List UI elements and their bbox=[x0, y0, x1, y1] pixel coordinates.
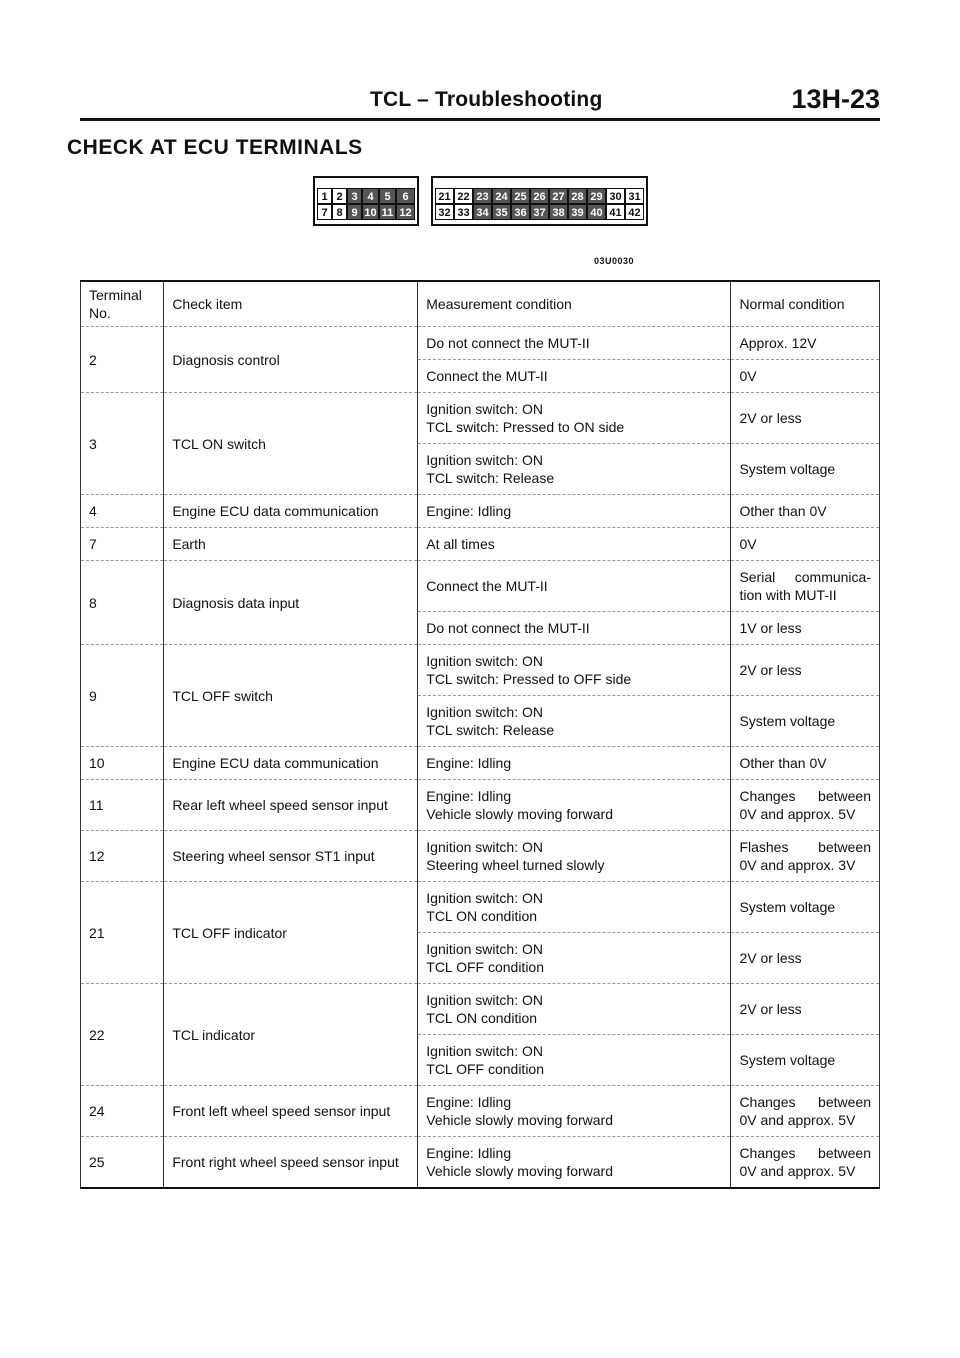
connector-pin: 39 bbox=[568, 204, 587, 220]
measurement-condition bbox=[418, 780, 731, 831]
table-header-row bbox=[81, 281, 880, 327]
page-number: 13H-23 bbox=[791, 84, 880, 114]
measurement-condition bbox=[418, 933, 731, 984]
measurement-condition bbox=[418, 393, 731, 444]
measurement-line: Do not connect the MUT-II bbox=[426, 620, 590, 636]
connector-pin: 41 bbox=[606, 204, 625, 220]
measurement-condition bbox=[418, 747, 731, 780]
normal-line: 0V and approx. 5V bbox=[739, 1163, 856, 1179]
measurement-condition bbox=[418, 696, 731, 747]
measurement-line: Vehicle slowly moving forward bbox=[426, 1163, 614, 1179]
normal-condition bbox=[731, 1086, 880, 1137]
normal-line: Flashes between bbox=[739, 839, 871, 855]
measurement-line: Ignition switch: ON bbox=[426, 401, 543, 417]
terminal-number: 24 bbox=[81, 1086, 164, 1137]
connector-pin: 42 bbox=[625, 204, 644, 220]
normal-condition bbox=[731, 1137, 880, 1189]
connector-pin: 29 bbox=[587, 188, 606, 204]
section-title: CHECK AT ECU TERMINALS bbox=[67, 136, 363, 159]
measurement-line: Ignition switch: ON bbox=[426, 992, 543, 1008]
measurement-line: TCL switch: Release bbox=[426, 722, 555, 738]
check-item: Front left wheel speed sensor input bbox=[164, 1086, 418, 1137]
table-row bbox=[81, 984, 880, 1035]
measurement-line: Vehicle slowly moving forward bbox=[426, 1112, 614, 1128]
normal-line: System voltage bbox=[739, 899, 836, 915]
connector-pin: 5 bbox=[379, 188, 396, 204]
measurement-line: Ignition switch: ON bbox=[426, 704, 543, 720]
header-normal: Normal condition bbox=[731, 281, 880, 327]
connector-pin: 33 bbox=[454, 204, 473, 220]
connector-pin: 27 bbox=[549, 188, 568, 204]
measurement-line: Engine: Idling bbox=[426, 1094, 512, 1110]
measurement-line: Engine: Idling bbox=[426, 1145, 512, 1161]
measurement-condition bbox=[418, 1035, 731, 1086]
check-item: Engine ECU data communication bbox=[164, 495, 418, 528]
check-item: Diagnosis data input bbox=[164, 561, 418, 645]
connector-pin: 1 bbox=[317, 188, 332, 204]
normal-line: 0V and approx. 5V bbox=[739, 1112, 856, 1128]
table-row bbox=[81, 528, 880, 561]
measurement-line: Ignition switch: ON bbox=[426, 839, 543, 855]
normal-condition bbox=[731, 933, 880, 984]
measurement-line: Connect the MUT-II bbox=[426, 578, 548, 594]
normal-line: 0V bbox=[739, 536, 757, 552]
measurement-line: Engine: Idling bbox=[426, 503, 512, 519]
connector-pin: 37 bbox=[530, 204, 549, 220]
check-item: TCL OFF switch bbox=[164, 645, 418, 747]
normal-line: 2V or less bbox=[739, 1001, 802, 1017]
normal-line: 2V or less bbox=[739, 950, 802, 966]
connector-block-left bbox=[313, 176, 419, 226]
normal-line: Approx. 12V bbox=[739, 335, 817, 351]
measurement-condition bbox=[418, 444, 731, 495]
normal-line: Other than 0V bbox=[739, 503, 827, 519]
measurement-line: Ignition switch: ON bbox=[426, 1043, 543, 1059]
page-header bbox=[80, 84, 880, 120]
table-row bbox=[81, 645, 880, 696]
terminal-number: 11 bbox=[81, 780, 164, 831]
normal-condition bbox=[731, 327, 880, 360]
measurement-condition bbox=[418, 984, 731, 1035]
terminal-check-table bbox=[80, 280, 880, 1189]
check-item: Front right wheel speed sensor input bbox=[164, 1137, 418, 1189]
connector-pin: 8 bbox=[332, 204, 347, 220]
connector-pin: 2 bbox=[332, 188, 347, 204]
connector-pin: 3 bbox=[347, 188, 362, 204]
normal-line: 1V or less bbox=[739, 620, 802, 636]
normal-line: 0V and approx. 3V bbox=[739, 857, 856, 873]
connector-pin: 22 bbox=[454, 188, 473, 204]
connector-pin: 28 bbox=[568, 188, 587, 204]
connector-pin: 30 bbox=[606, 188, 625, 204]
measurement-condition bbox=[418, 645, 731, 696]
check-item: Rear left wheel speed sensor input bbox=[164, 780, 418, 831]
measurement-line: Ignition switch: ON bbox=[426, 653, 543, 669]
check-item: TCL OFF indicator bbox=[164, 882, 418, 984]
terminal-number: 7 bbox=[81, 528, 164, 561]
normal-line: 0V bbox=[739, 368, 757, 384]
table-row bbox=[81, 747, 880, 780]
normal-condition bbox=[731, 696, 880, 747]
connector-pin: 10 bbox=[362, 204, 379, 220]
table-row bbox=[81, 831, 880, 882]
connector-block-right bbox=[431, 176, 648, 226]
normal-condition bbox=[731, 747, 880, 780]
normal-line: 0V and approx. 5V bbox=[739, 806, 856, 822]
connector-pin: 23 bbox=[473, 188, 492, 204]
table-row bbox=[81, 495, 880, 528]
check-item: Engine ECU data communication bbox=[164, 747, 418, 780]
measurement-condition bbox=[418, 360, 731, 393]
terminal-number: 2 bbox=[81, 327, 164, 393]
terminal-number: 25 bbox=[81, 1137, 164, 1189]
figure-code: 03U0030 bbox=[594, 256, 635, 266]
terminal-number: 4 bbox=[81, 495, 164, 528]
connector-pin: 38 bbox=[549, 204, 568, 220]
table-row bbox=[81, 882, 880, 933]
connector-pin: 32 bbox=[435, 204, 454, 220]
connector-pin: 6 bbox=[396, 188, 415, 204]
measurement-condition bbox=[418, 495, 731, 528]
table-row bbox=[81, 561, 880, 612]
normal-condition bbox=[731, 1035, 880, 1086]
measurement-condition bbox=[418, 1086, 731, 1137]
measurement-line: TCL OFF condition bbox=[426, 959, 545, 975]
connector-pin: 24 bbox=[492, 188, 511, 204]
measurement-line: Engine: Idling bbox=[426, 788, 512, 804]
normal-line: Changes between bbox=[739, 1094, 871, 1110]
measurement-condition bbox=[418, 561, 731, 612]
measurement-line: TCL switch: Pressed to OFF side bbox=[426, 671, 632, 687]
header-measurement: Measurement condition bbox=[418, 281, 731, 327]
table-row bbox=[81, 1086, 880, 1137]
normal-line: Other than 0V bbox=[739, 755, 827, 771]
connector-pin: 35 bbox=[492, 204, 511, 220]
measurement-line: Steering wheel turned slowly bbox=[426, 857, 605, 873]
normal-line: Changes between bbox=[739, 1145, 871, 1161]
normal-condition bbox=[731, 393, 880, 444]
measurement-line: TCL ON condition bbox=[426, 1010, 538, 1026]
normal-line: 2V or less bbox=[739, 410, 802, 426]
header-terminal-line2: No. bbox=[89, 305, 111, 321]
header-terminal-line1: Terminal bbox=[89, 287, 142, 303]
normal-condition bbox=[731, 444, 880, 495]
normal-condition bbox=[731, 561, 880, 612]
measurement-line: TCL ON condition bbox=[426, 908, 538, 924]
connector-pin: 11 bbox=[379, 204, 396, 220]
measurement-line: Ignition switch: ON bbox=[426, 941, 543, 957]
check-item: TCL indicator bbox=[164, 984, 418, 1086]
measurement-line: Connect the MUT-II bbox=[426, 368, 548, 384]
header-check-item: Check item bbox=[164, 281, 418, 327]
measurement-line: Ignition switch: ON bbox=[426, 890, 543, 906]
header-rule bbox=[80, 118, 880, 121]
check-item: TCL ON switch bbox=[164, 393, 418, 495]
normal-line: tion with MUT-II bbox=[739, 587, 837, 603]
normal-condition bbox=[731, 645, 880, 696]
normal-line: 2V or less bbox=[739, 662, 802, 678]
measurement-condition bbox=[418, 528, 731, 561]
measurement-line: Vehicle slowly moving forward bbox=[426, 806, 614, 822]
terminal-number: 10 bbox=[81, 747, 164, 780]
measurement-line: Do not connect the MUT-II bbox=[426, 335, 590, 351]
measurement-condition bbox=[418, 1137, 731, 1189]
normal-line: Serial communica- bbox=[739, 569, 871, 585]
connector-pin: 34 bbox=[473, 204, 492, 220]
normal-condition bbox=[731, 612, 880, 645]
connector-pin: 9 bbox=[347, 204, 362, 220]
terminal-number: 8 bbox=[81, 561, 164, 645]
connector-pin: 26 bbox=[530, 188, 549, 204]
connector-pin: 40 bbox=[587, 204, 606, 220]
terminal-number: 22 bbox=[81, 984, 164, 1086]
connector-pin: 7 bbox=[317, 204, 332, 220]
measurement-line: At all times bbox=[426, 536, 495, 552]
terminal-number: 21 bbox=[81, 882, 164, 984]
normal-condition bbox=[731, 528, 880, 561]
measurement-condition bbox=[418, 612, 731, 645]
normal-condition bbox=[731, 882, 880, 933]
normal-line: Changes between bbox=[739, 788, 871, 804]
normal-line: System voltage bbox=[739, 1052, 836, 1068]
page-title: TCL – Troubleshooting bbox=[370, 88, 603, 111]
measurement-condition bbox=[418, 327, 731, 360]
normal-condition bbox=[731, 360, 880, 393]
normal-condition bbox=[731, 495, 880, 528]
measurement-line: Ignition switch: ON bbox=[426, 452, 543, 468]
connector-pin: 36 bbox=[511, 204, 530, 220]
terminal-number: 3 bbox=[81, 393, 164, 495]
check-item: Steering wheel sensor ST1 input bbox=[164, 831, 418, 882]
connector-pin: 31 bbox=[625, 188, 644, 204]
header-terminal bbox=[81, 281, 164, 327]
measurement-line: TCL switch: Pressed to ON side bbox=[426, 419, 625, 435]
table-row bbox=[81, 1137, 880, 1189]
measurement-condition bbox=[418, 831, 731, 882]
measurement-line: TCL switch: Release bbox=[426, 470, 555, 486]
measurement-line: TCL OFF condition bbox=[426, 1061, 545, 1077]
table-row bbox=[81, 780, 880, 831]
normal-line: System voltage bbox=[739, 713, 836, 729]
connector-pin: 21 bbox=[435, 188, 454, 204]
connector-pin: 25 bbox=[511, 188, 530, 204]
check-item: Diagnosis control bbox=[164, 327, 418, 393]
table-row bbox=[81, 327, 880, 360]
table-row bbox=[81, 393, 880, 444]
measurement-condition bbox=[418, 882, 731, 933]
check-item: Earth bbox=[164, 528, 418, 561]
connector-pin: 4 bbox=[362, 188, 379, 204]
normal-condition bbox=[731, 984, 880, 1035]
terminal-number: 12 bbox=[81, 831, 164, 882]
normal-condition bbox=[731, 780, 880, 831]
normal-line: System voltage bbox=[739, 461, 836, 477]
normal-condition bbox=[731, 831, 880, 882]
terminal-number: 9 bbox=[81, 645, 164, 747]
measurement-line: Engine: Idling bbox=[426, 755, 512, 771]
connector-pin: 12 bbox=[396, 204, 415, 220]
